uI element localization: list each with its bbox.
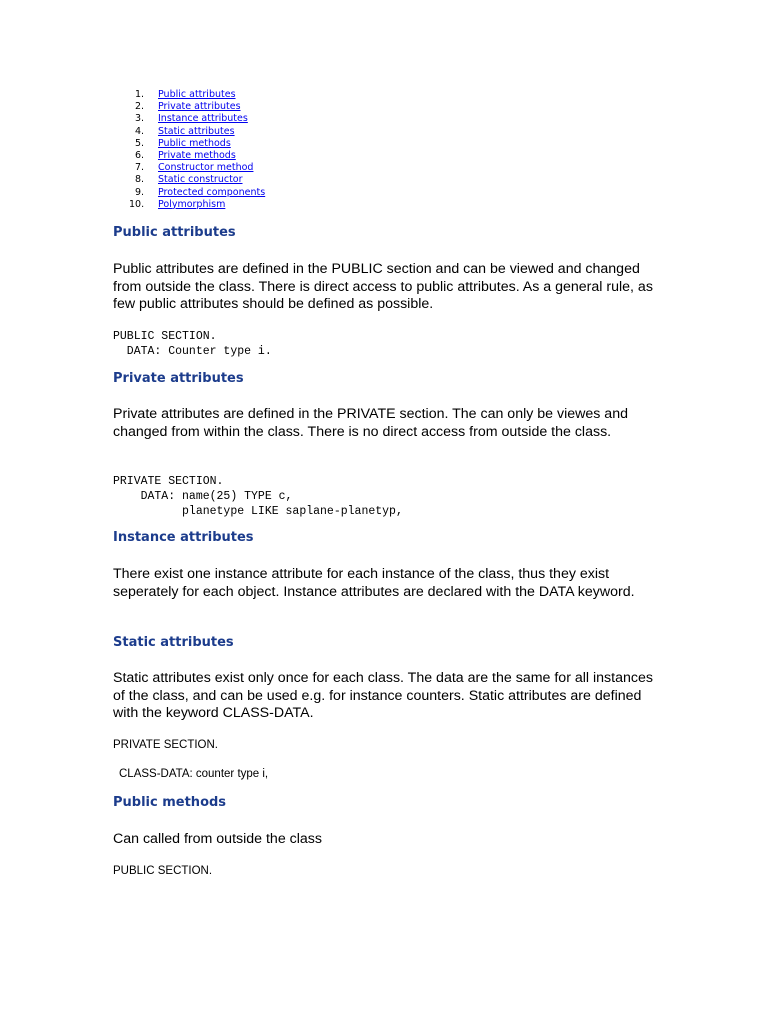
toc-item xyxy=(135,101,265,113)
code-line-class-data: CLASS-DATA: counter type i, xyxy=(119,768,269,780)
toc-link-private-attributes[interactable]: Private attributes xyxy=(158,101,241,113)
toc-item xyxy=(135,89,265,101)
code-line-private-section: PRIVATE SECTION. xyxy=(113,739,219,751)
table-of-contents xyxy=(129,89,266,211)
toc-number: 2. xyxy=(135,101,145,113)
code-line-public-section: PUBLIC SECTION. xyxy=(113,865,213,877)
toc-item xyxy=(135,150,265,162)
paragraph-public-methods: Can called from outside the class xyxy=(113,831,322,847)
toc-number: 4. xyxy=(135,125,145,137)
toc-number: 9. xyxy=(135,186,145,198)
toc-item xyxy=(135,162,265,174)
heading-public-attributes: Public attributes xyxy=(113,225,236,240)
toc-number: 3. xyxy=(135,113,145,125)
toc-item xyxy=(135,113,265,125)
paragraph-static-attributes: Static attributes exist only once for each class. The data are the same for all instances of the class, and can be used e.g. for instance counters. Static attributes are defined with the keyword CLASS-DATA. xyxy=(113,670,653,721)
heading-private-attributes: Private attributes xyxy=(113,371,244,386)
toc-item xyxy=(135,126,265,138)
toc-number: 5. xyxy=(135,137,145,149)
toc-link-public-attributes[interactable]: Public attributes xyxy=(158,89,236,100)
heading-public-methods: Public methods xyxy=(113,795,227,810)
toc-number: 6. xyxy=(135,149,145,161)
code-block-public-attributes: PUBLIC SECTION. DATA: Counter type i. xyxy=(113,330,272,358)
paragraph-private-attributes: Private attributes are defined in the PRIVATE section. The can only be viewes and changed from within the class. There is no direct access from outside the class. xyxy=(113,406,628,440)
code-block-private-attributes: PRIVATE SECTION. DATA: name(25) TYPE c, planetype LIKE saplane-planetyp, xyxy=(113,475,403,518)
toc-link-constructor-method[interactable]: Constructor method xyxy=(158,162,254,174)
toc-number: 8. xyxy=(135,174,145,186)
toc-item xyxy=(135,138,265,150)
paragraph-instance-attributes: There exist one instance attribute for each instance of the class, thus they exist seperately for each object. Instance attributes are declared with the DATA keyword. xyxy=(113,566,635,600)
toc-link-polymorphism[interactable]: Polymorphism xyxy=(158,198,226,210)
toc-number: 10. xyxy=(129,198,145,210)
toc-number: 7. xyxy=(135,162,145,174)
toc-item xyxy=(129,198,265,211)
toc-number: 1. xyxy=(135,89,145,100)
paragraph-public-attributes: Public attributes are defined in the PUBLIC section and can be viewed and changed from outside the class. There is direct access to public attributes. As a general rule, as few public attributes should be defined as possible. xyxy=(113,261,653,312)
toc-item xyxy=(135,187,265,199)
heading-instance-attributes: Instance attributes xyxy=(113,530,254,545)
toc-link-public-methods[interactable]: Public methods xyxy=(158,137,231,149)
toc-link-instance-attributes[interactable]: Instance attributes xyxy=(158,113,248,125)
toc-link-static-attributes[interactable]: Static attributes xyxy=(158,125,235,137)
toc-link-static-constructor[interactable]: Static constructor xyxy=(158,174,243,186)
toc-link-protected-components[interactable]: Protected components xyxy=(158,186,266,198)
heading-static-attributes: Static attributes xyxy=(113,635,234,650)
toc-item xyxy=(135,174,265,186)
toc-link-private-methods[interactable]: Private methods xyxy=(158,149,236,161)
